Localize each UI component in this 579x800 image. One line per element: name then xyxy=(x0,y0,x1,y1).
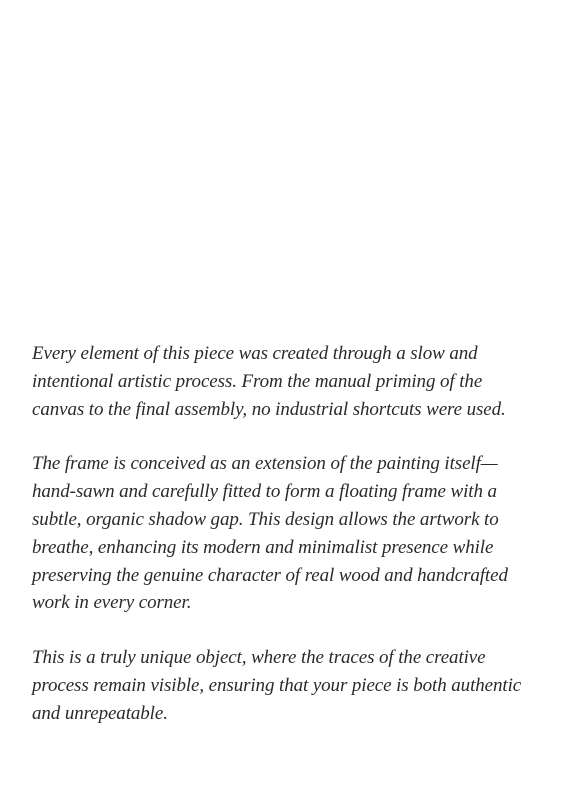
text-line: breathe, enhancing its modern and minimalist presence while xyxy=(32,536,494,558)
body-text xyxy=(32,340,557,755)
text-line: This is a truly unique object, where the traces of the creative xyxy=(32,647,486,669)
paragraph-frame xyxy=(32,450,557,617)
paragraph-process xyxy=(32,340,557,423)
text-line: Every element of this piece was created through a slow and xyxy=(32,343,478,364)
paragraph-unique xyxy=(32,644,557,727)
text-line: work in every corner. xyxy=(32,592,192,614)
text-line: process remain visible, ensuring that your piece is both authentic xyxy=(32,674,522,696)
text-line: subtle, organic shadow gap. This design allows the artwork to xyxy=(32,508,499,530)
text-line: intentional artistic process. From the manual priming of the xyxy=(32,370,483,392)
text-line: The frame is conceived as an extension of the painting itself— xyxy=(32,453,498,475)
text-line: hand-sawn and carefully fitted to form a floating frame with a xyxy=(32,481,497,503)
text-line: and unrepeatable. xyxy=(32,702,168,724)
text-line: preserving the genuine character of real wood and handcrafted xyxy=(32,564,508,586)
text-line: canvas to the final assembly, no industrial shortcuts were used. xyxy=(32,398,506,420)
